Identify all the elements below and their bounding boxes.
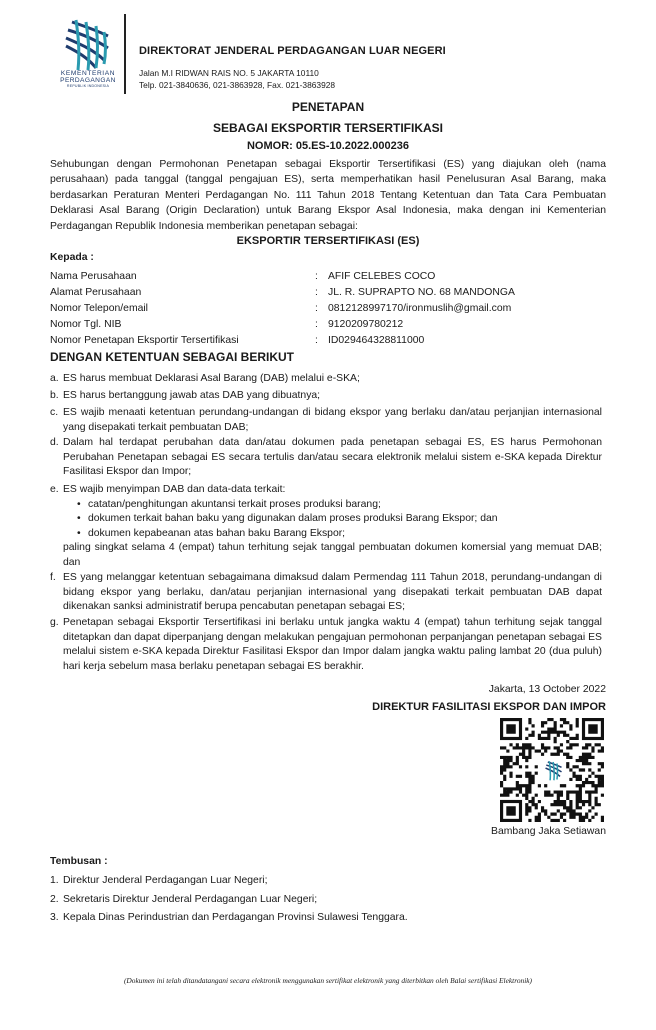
term-text: ES yang melanggar ketentuan sebagaimana dimaksud dalam Permendag 111 Tahun 2018, perundang-undangan di bidang ekspor yang berlaku, dan/atau perjanjian internasional yang disepakati terkait pembuatan DAB dapat dikenakan sanksi administratif berupa pencabutan penetapan sebagai ES; <box>63 572 602 613</box>
term-g <box>50 616 602 674</box>
term-marker: f. <box>50 572 56 583</box>
item-text: Sekretaris Direktur Jenderal Perdagangan Luar Negeri; <box>63 893 318 905</box>
detail-colon: : <box>315 271 318 282</box>
term-text: ES harus membuat Deklarasi Asal Barang (DAB) melalui e-SKA; <box>63 373 360 384</box>
term-c <box>50 406 602 435</box>
detail-row <box>50 269 610 285</box>
item-text: Direktur Jenderal Perdagangan Luar Negeri; <box>63 875 268 886</box>
term-marker: d. <box>50 437 59 448</box>
term-marker: e. <box>50 484 59 495</box>
bullet-text: dokumen kepabeanan atas bahan baku Barang Ekspor; <box>88 527 346 539</box>
term-marker: c. <box>50 407 59 418</box>
term-text: Dalam hal terdapat perubahan data dan/atau dokumen pada penetapan sebagai ES, ES harus Permohonan Perubahan Penetapan sebagai ES secara tertulis dan/atau secara elektronik melalui sistem e-SKA kepada Direktur Fasilitasi Ekspor dan Impor; <box>63 437 602 478</box>
ketentuan-heading: DENGAN KETENTUAN SEBAGAI BERIKUT <box>50 350 295 364</box>
term-marker: b. <box>50 390 59 401</box>
document-title: PENETAPAN <box>291 100 365 114</box>
tembusan-item <box>50 872 408 891</box>
ministry-logo-text <box>52 70 124 89</box>
bullet-dot-icon: • <box>77 498 81 510</box>
detail-colon: : <box>315 303 318 314</box>
tembusan-list <box>50 872 408 928</box>
bullet-text: catatan/penghitungan akuntansi terkait proses produksi barang; <box>88 498 381 510</box>
address-line: Jalan M.I RIDWAN RAIS NO. 5 JAKARTA 10110 <box>139 68 319 78</box>
term-marker: g. <box>50 617 59 628</box>
tembusan-item <box>50 891 408 910</box>
detail-label: Nama Perusahaan <box>50 271 137 282</box>
bullet-item <box>63 527 602 542</box>
term-e-after: paling singkat selama 4 (empat) tahun terhitung sejak tanggal pembuatan dokumen komersial yang memuat DAB; dan <box>63 542 602 568</box>
header-divider <box>124 14 126 94</box>
signature-qr-code-icon <box>500 718 604 822</box>
signer-name: Bambang Jaka Setiawan <box>491 826 606 837</box>
detail-value: AFIF CELEBES COCO <box>328 271 436 282</box>
document-number: NOMOR: 05.ES-10.2022.000236 <box>246 140 410 152</box>
term-marker: a. <box>50 373 59 384</box>
section-subtitle: EKSPORTIR TERSERTIFIKASI (ES) <box>236 235 420 247</box>
detail-colon: : <box>315 287 318 298</box>
detail-row <box>50 333 610 349</box>
department-name: DIREKTORAT JENDERAL PERDAGANGAN LUAR NEGERI <box>139 45 446 57</box>
detail-row <box>50 285 610 301</box>
term-text: ES wajib menaati ketentuan perundang-undangan di bidang ekspor yang berlaku dan/atau perjanjian internasional yang disepakati terkait pembuatan DAB; <box>63 407 602 433</box>
item-text: Kepala Dinas Perindustrian dan Perdagangan Provinsi Sulawesi Tenggara. <box>63 912 408 923</box>
detail-label: Nomor Penetapan Eksportir Tersertifikasi <box>50 335 239 346</box>
detail-label: Alamat Perusahaan <box>50 287 142 298</box>
term-d <box>50 436 602 480</box>
place-date: Jakarta, 13 October 2022 <box>488 684 606 695</box>
bullet-text: dokumen terkait bahan baku yang digunakan dalam proses produksi Barang Ekspor; dan <box>88 513 498 525</box>
term-e-intro: ES wajib menyimpan DAB dan data-data terkait: <box>63 484 286 495</box>
term-b <box>50 389 602 404</box>
detail-label: Nomor Telepon/email <box>50 303 148 314</box>
phone-line: Telp. 021-3840636, 021-3863928, Fax. 021-3863928 <box>139 79 336 90</box>
tembusan-label: Tembusan : <box>50 856 108 867</box>
bullet-dot-icon: • <box>77 527 81 539</box>
tembusan-item <box>50 909 408 928</box>
signer-position: DIREKTUR FASILITASI EKSPOR DAN IMPOR <box>372 701 606 713</box>
logo-line-2: PERDAGANGAN <box>60 77 116 84</box>
detail-row <box>50 301 610 317</box>
detail-label: Nomor Tgl. NIB <box>50 319 122 330</box>
kepada-label: Kepada : <box>50 252 94 263</box>
term-text: ES harus bertanggung jawab atas DAB yang dibuatnya; <box>63 390 321 401</box>
department-address <box>139 68 335 91</box>
bullet-dot-icon: • <box>77 513 81 525</box>
term-e <box>50 483 602 571</box>
document-title-2: SEBAGAI EKSPORTIR TERSERTIFIKASI <box>212 121 444 135</box>
electronic-signature-note: (Dokumen ini telah ditandatangani secara elektronik menggunakan sertifikat elektronik yang diterbitkan oleh Balai sertifikasi Elektronik) <box>123 976 533 985</box>
intro-paragraph: Sehubungan dengan Permohonan Penetapan sebagai Eksportir Tersertifikasi (ES) yang diajukan oleh (nama perusahaan) pada tanggal (tanggal pengajuan ES), serta memperhatikan hasil Penelusuran Asal Barang, maka berdasarkan Peraturan Menteri Perdagangan No. 111 Tahun 2018 Tentang Ketentuan dan Tata Cara Pembuatan Deklarasi Asal Barang (Origin Declaration) untuk Barang Ekspor Asal Indonesia, maka dengan ini Kementerian Perdagangan Republik Indonesia memberikan penetapan sebagai: <box>50 159 606 232</box>
item-number: 3. <box>50 912 59 923</box>
detail-colon: : <box>315 319 318 330</box>
recipient-details <box>50 269 610 349</box>
detail-colon: : <box>315 335 318 346</box>
item-number: 2. <box>50 893 59 905</box>
detail-value: JL. R. SUPRAPTO NO. 68 MANDONGA <box>328 287 515 298</box>
term-f <box>50 571 602 615</box>
bullet-item <box>63 498 602 513</box>
detail-value: 0812128997170/ironmuslih@gmail.com <box>328 303 512 314</box>
logo-line-3: REPUBLIK INDONESIA <box>66 84 110 88</box>
detail-value: ID029464328811000 <box>328 335 425 346</box>
detail-row <box>50 317 610 333</box>
logo-line-1: KEMENTERIAN <box>60 70 116 77</box>
term-text: Penetapan sebagai Eksportir Tersertifikasi ini berlaku untuk jangka waktu 4 (empat) tahun terhitung sejak tanggal ditetapkan dan dapat diperpanjang dengan melakukan pengajuan permohonan perpanjangan penetapan sebagai ES melalui sistem e-SKA kepada Direktur Fasilitasi Ekspor dan Impor dalam jangka waktu paling lambat 20 (dua puluh) hari kerja sebelum masa berlaku penetapan sebagai ES berakhir. <box>63 617 602 672</box>
term-a <box>50 372 602 387</box>
item-number: 1. <box>50 875 59 886</box>
detail-value: 9120209780212 <box>328 319 404 330</box>
bullet-item <box>63 512 602 527</box>
term-text <box>63 483 602 571</box>
